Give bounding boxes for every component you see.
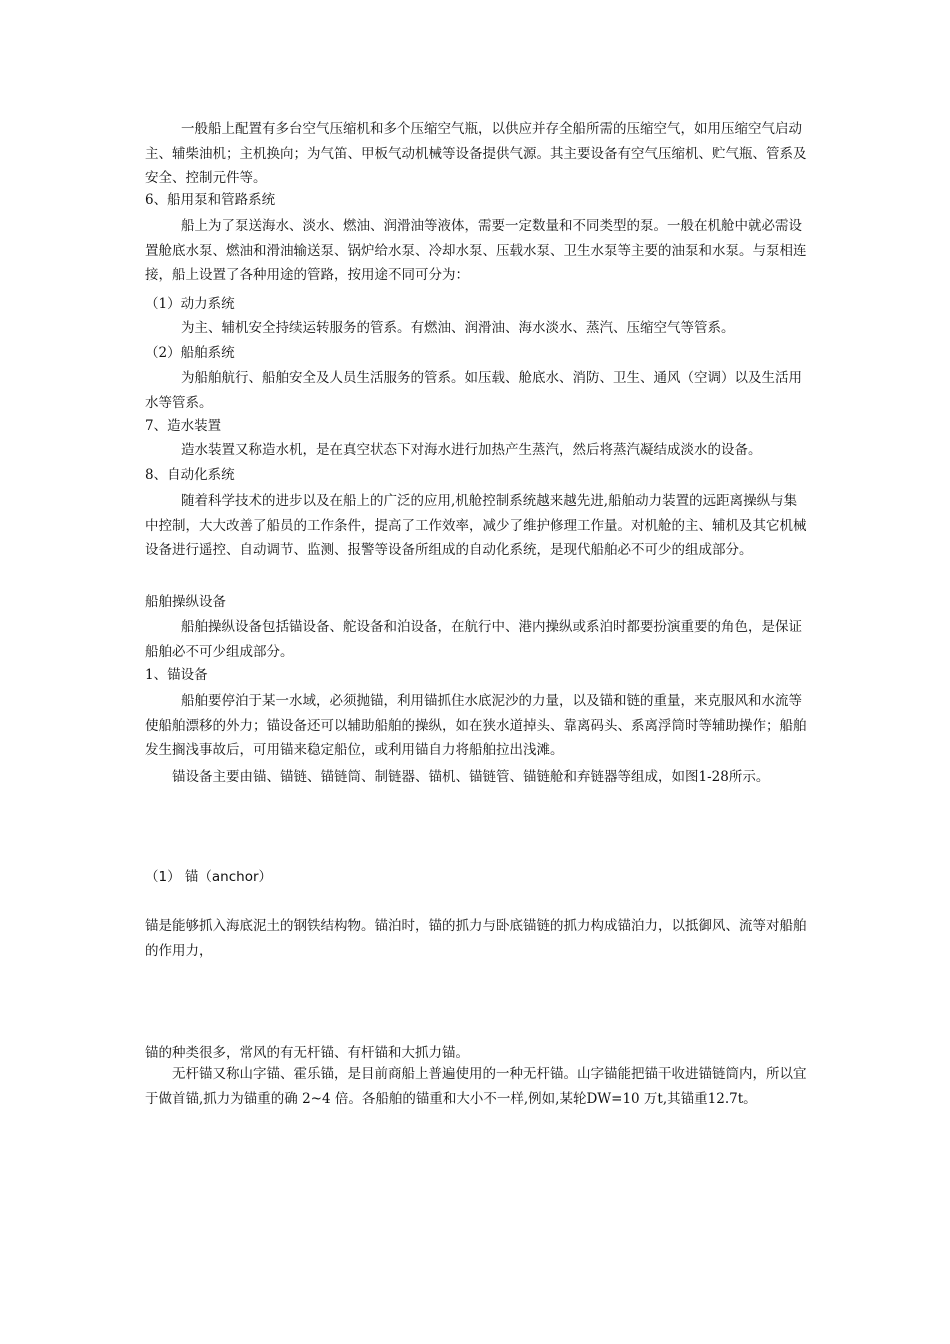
paragraph-pumps: 船上为了泵送海水、淡水、燃油、润滑油等液体，需要一定数量和不同类型的泵。一般在机舱中就必需设置舱底水泵、燃油和滑油输送泵、锅炉给水泵、冷却水泵、压载水泵、卫生水泵等主要的油泵和水泵。与泵相连接，船上设置了各种用途的管路，按用途不同可分为： [145, 218, 807, 284]
paragraph-anchor-types: 锚的种类很多，常风的有无杆锚、有杆锚和大抓力锚。 [145, 1045, 469, 1061]
paragraph-power-system: 为主、辅机安全持续运转服务的管系。有燃油、润滑油、海水淡水、蒸汽、压缩空气等管系。 [181, 320, 735, 336]
heading-water-maker: 7、造水装置 [145, 418, 222, 434]
paragraph-stockless-anchor: 无杆锚又称山字锚、霍乐锚，是目前商船上普遍使用的一种无杆锚。山字锚能把锚干收进锚链筒内，所以宜于做首锚,抓力为锚重的确 2~4 倍。各船舶的锚重和大小不一样,例如,某轮DW=10 万t,其锚重12.7t。 [145, 1066, 807, 1107]
paragraph-maneuvering-equipment: 船舶操纵设备包括锚设备、舵设备和泊设备，在航行中、港内操纵或系泊时都要扮演重要的角色，是保证船舶必不可少组成部分。 [145, 619, 802, 660]
heading-automation: 8、自动化系统 [145, 467, 235, 483]
paragraph-anchor-equipment: 船舶要停泊于某一水域，必须抛锚，利用锚抓住水底泥沙的力量，以及锚和链的重量，来克服风和水流等使船舶漂移的外力；锚设备还可以辅助船舶的操纵，如在狭水道掉头、靠离码头、系离浮筒时等辅助操作；船舶发生搁浅事故后，可用锚来稳定船位，或利用锚自力将船舶拉出浅滩。 [145, 693, 807, 759]
heading-power-system: （1）动力系统 [145, 296, 235, 312]
heading-maneuvering-equipment: 船舶操纵设备 [145, 594, 226, 610]
heading-anchor-equipment: 1、锚设备 [145, 667, 208, 683]
paragraph-anchor-definition: 锚是能够抓入海底泥土的钢铁结构物。锚泊时，锚的抓力与卧底锚链的抓力构成锚泊力，以抵御风、流等对船舶的作用力， [145, 918, 807, 959]
paragraph-air-compressor: 一般船上配置有多台空气压缩机和多个压缩空气瓶，以供应并存全船所需的压缩空气，如用压缩空气启动主、辅柴油机；主机换向；为气笛、甲板气动机械等设备提供气源。其主要设备有空气压缩机、贮气瓶、管系及安全、控制元件等。 [145, 121, 807, 187]
heading-anchor: （1） 锚（anchor） [145, 869, 272, 885]
paragraph-anchor-components: 锚设备主要由锚、锚链、锚链筒、制链器、锚机、锚链管、锚链舱和弃链器等组成，如图1-28所示。 [172, 769, 770, 785]
heading-pumps-piping: 6、船用泵和管路系统 [145, 192, 276, 208]
heading-ship-system: （2）船舶系统 [145, 345, 235, 361]
paragraph-ship-system: 为船舶航行、船舶安全及人员生活服务的管系。如压载、舱底水、消防、卫生、通风（空调）以及生活用水等管系。 [145, 370, 802, 411]
paragraph-water-maker: 造水装置又称造水机，是在真空状态下对海水进行加热产生蒸汽，然后将蒸汽凝结成淡水的设备。 [181, 442, 762, 458]
paragraph-automation: 随着科学技术的进步以及在船上的广泛的应用,机舱控制系统越来越先进,船舶动力装置的远距离操纵与集中控制，大大改善了船员的工作条件，提高了工作效率，减少了维护修理工作量。对机舱的主、辅机及其它机械设备进行遥控、自动调节、监测、报警等设备所组成的自动化系统，是现代船舶必不可少的组成部分。 [145, 493, 807, 559]
